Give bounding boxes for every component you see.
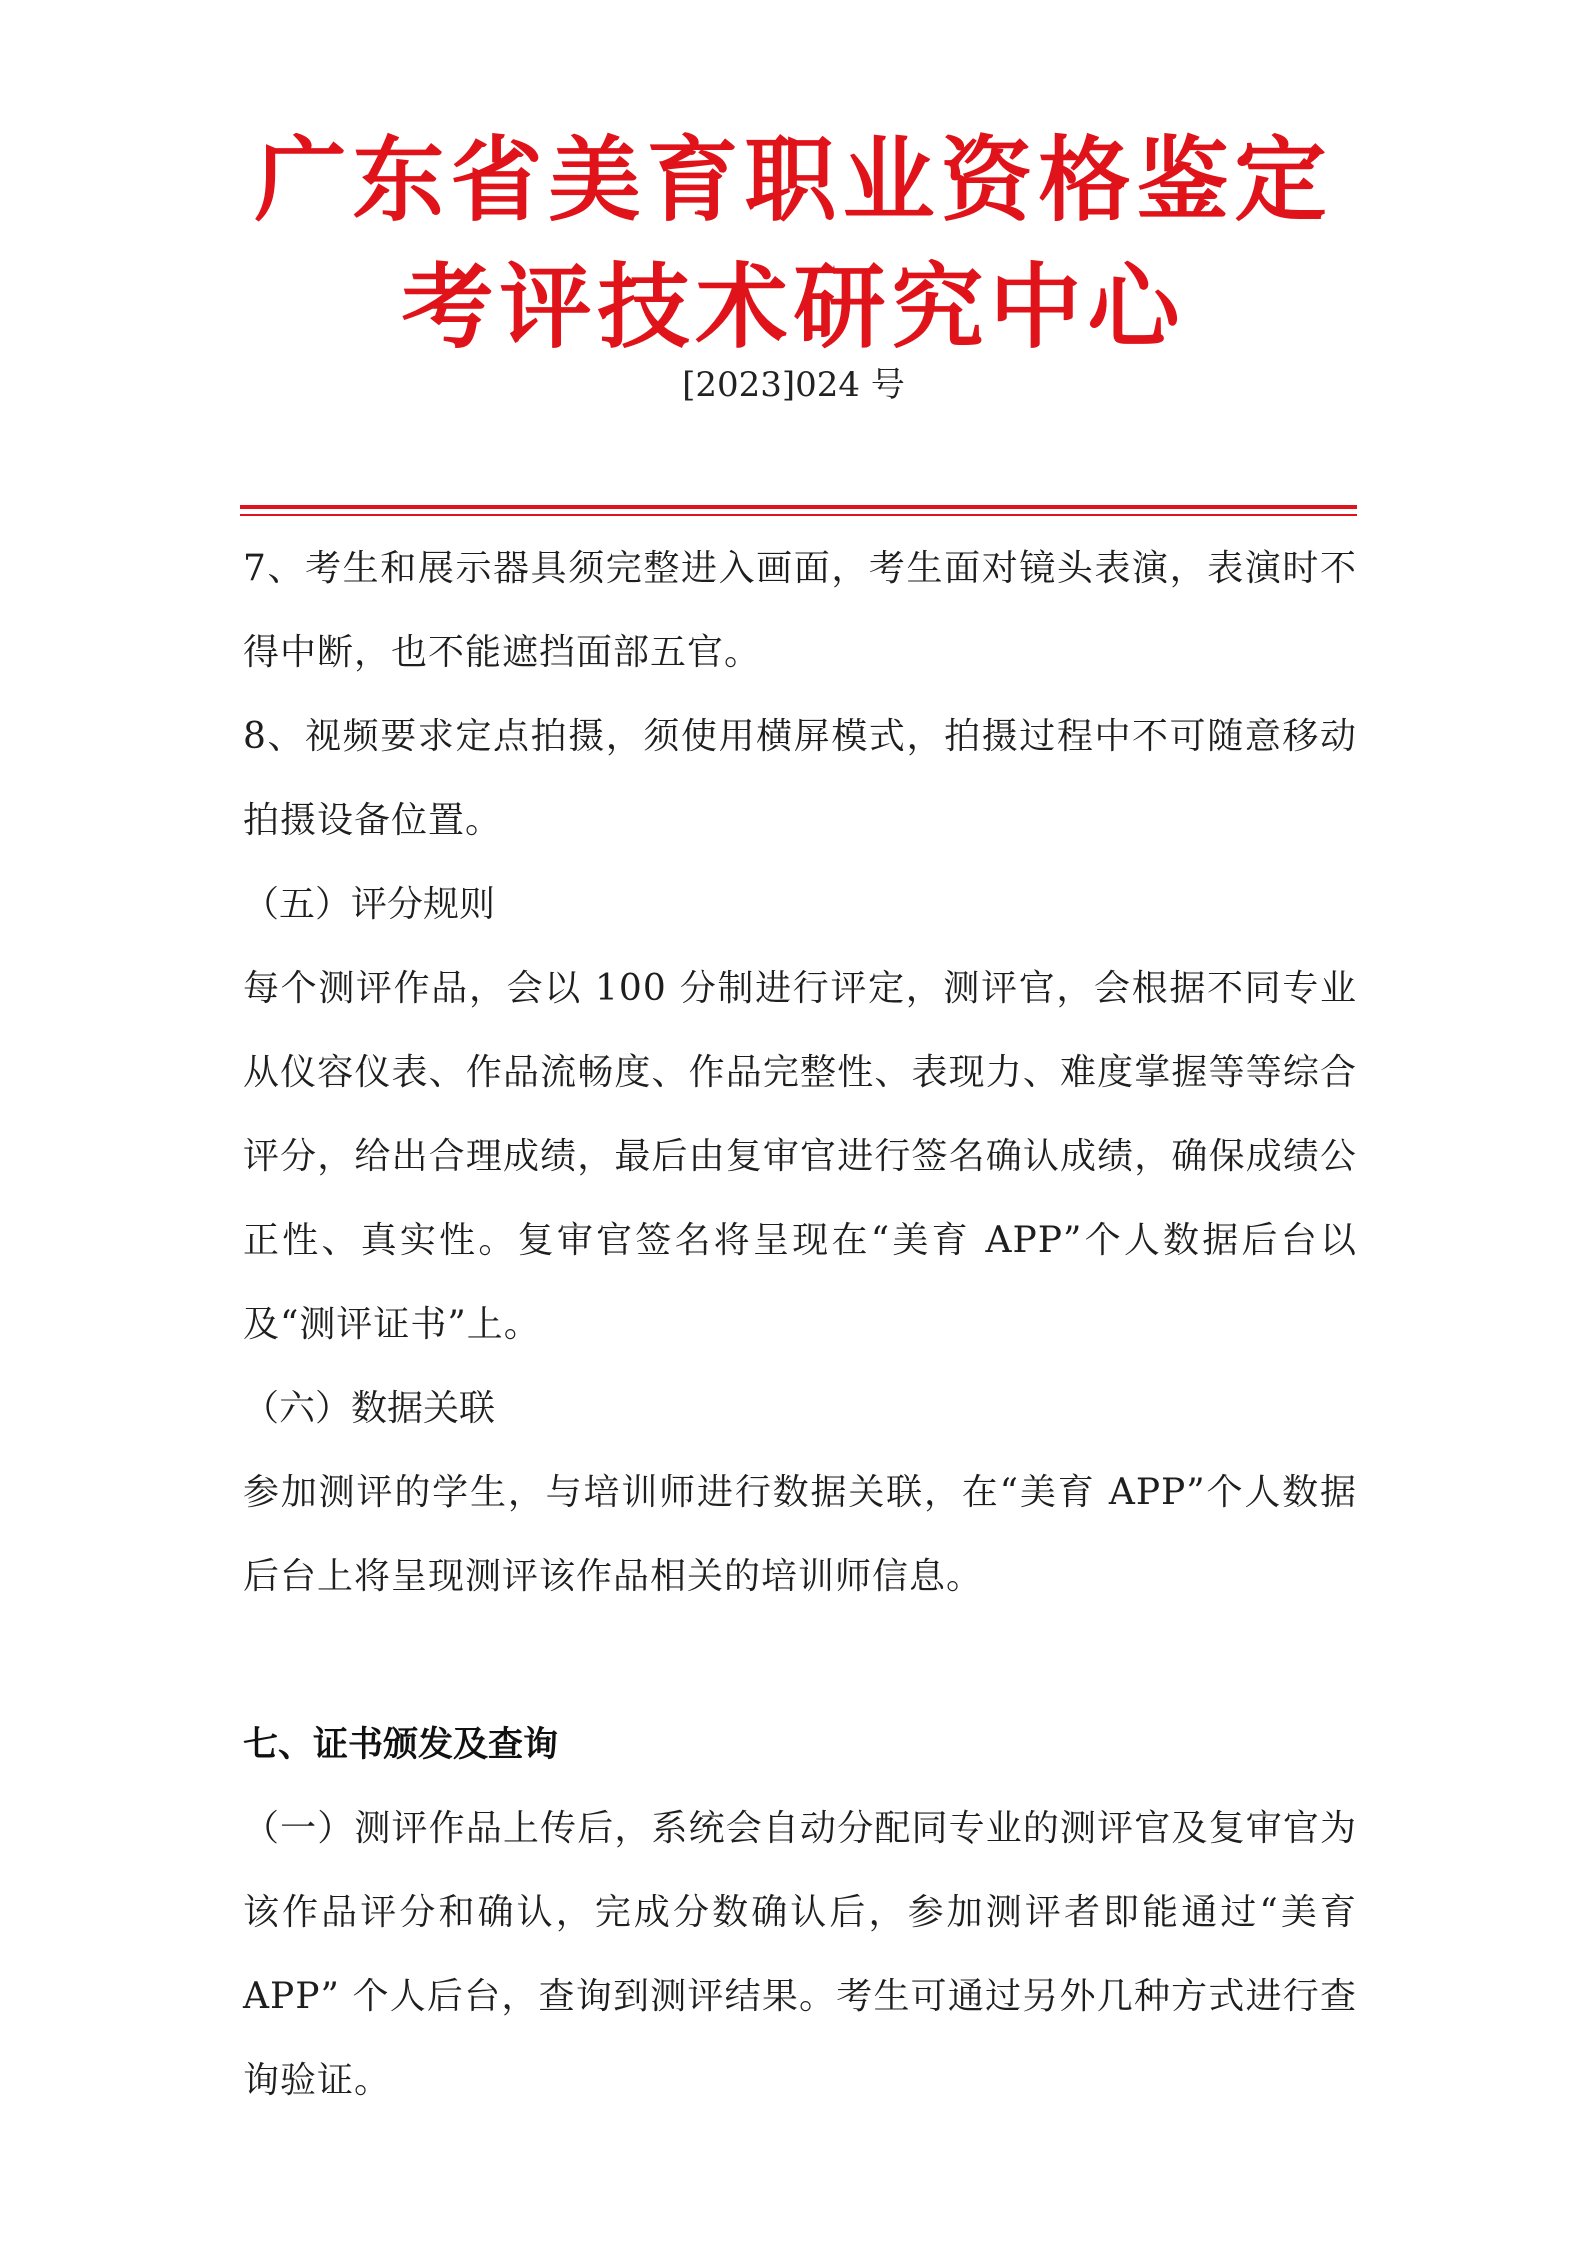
header-divider-thin bbox=[240, 514, 1357, 516]
section-heading-certificate: 七、证书颁发及查询 bbox=[243, 1725, 559, 1765]
paragraph-item-7: 7、考生和展示器具须完整进入画面，考生面对镜头表演，表演时不得中断，也不能遮挡面部五官。 bbox=[243, 548, 1357, 673]
paragraph-certificate-query: （一）测评作品上传后，系统会自动分配同专业的测评官及复审官为该作品评分和确认，完成分数确认后，参加测评者即能通过“美育 APP” 个人后台，查询到测评结果。考生可通过另外几种方式进行查询验证。 bbox=[243, 1808, 1357, 2101]
subheading-scoring-rules: （五）评分规则 bbox=[243, 884, 496, 925]
document-number: [2023]024 号 bbox=[682, 365, 905, 405]
paragraph-data-association: 参加测评的学生，与培训师进行数据关联，在“美育 APP”个人数据后台上将呈现测评该作品相关的培训师信息。 bbox=[243, 1472, 1357, 1597]
paragraph-scoring-rules: 每个测评作品，会以 100 分制进行评定，测评官，会根据不同专业从仪容仪表、作品流畅度、作品完整性、表现力、难度掌握等等综合评分，给出合理成绩，最后由复审官进行签名确认成绩，确保成绩公正性、真实性。复审官签名将呈现在“美育 APP”个人数据后台以及“测评证书”上。 bbox=[243, 968, 1357, 1345]
letterhead-title-line-1: 广东省美育职业资格鉴定 bbox=[254, 127, 1333, 234]
blank-line bbox=[243, 1619, 1357, 1703]
letterhead-title-line-2: 考评技术研究中心 bbox=[401, 254, 1186, 361]
header-divider-thick bbox=[240, 505, 1357, 509]
paragraph-item-8: 8、视频要求定点拍摄，须使用横屏模式，拍摄过程中不可随意移动拍摄设备位置。 bbox=[243, 716, 1357, 841]
document-body bbox=[243, 527, 1357, 2123]
subheading-data-association: （六）数据关联 bbox=[243, 1388, 496, 1429]
